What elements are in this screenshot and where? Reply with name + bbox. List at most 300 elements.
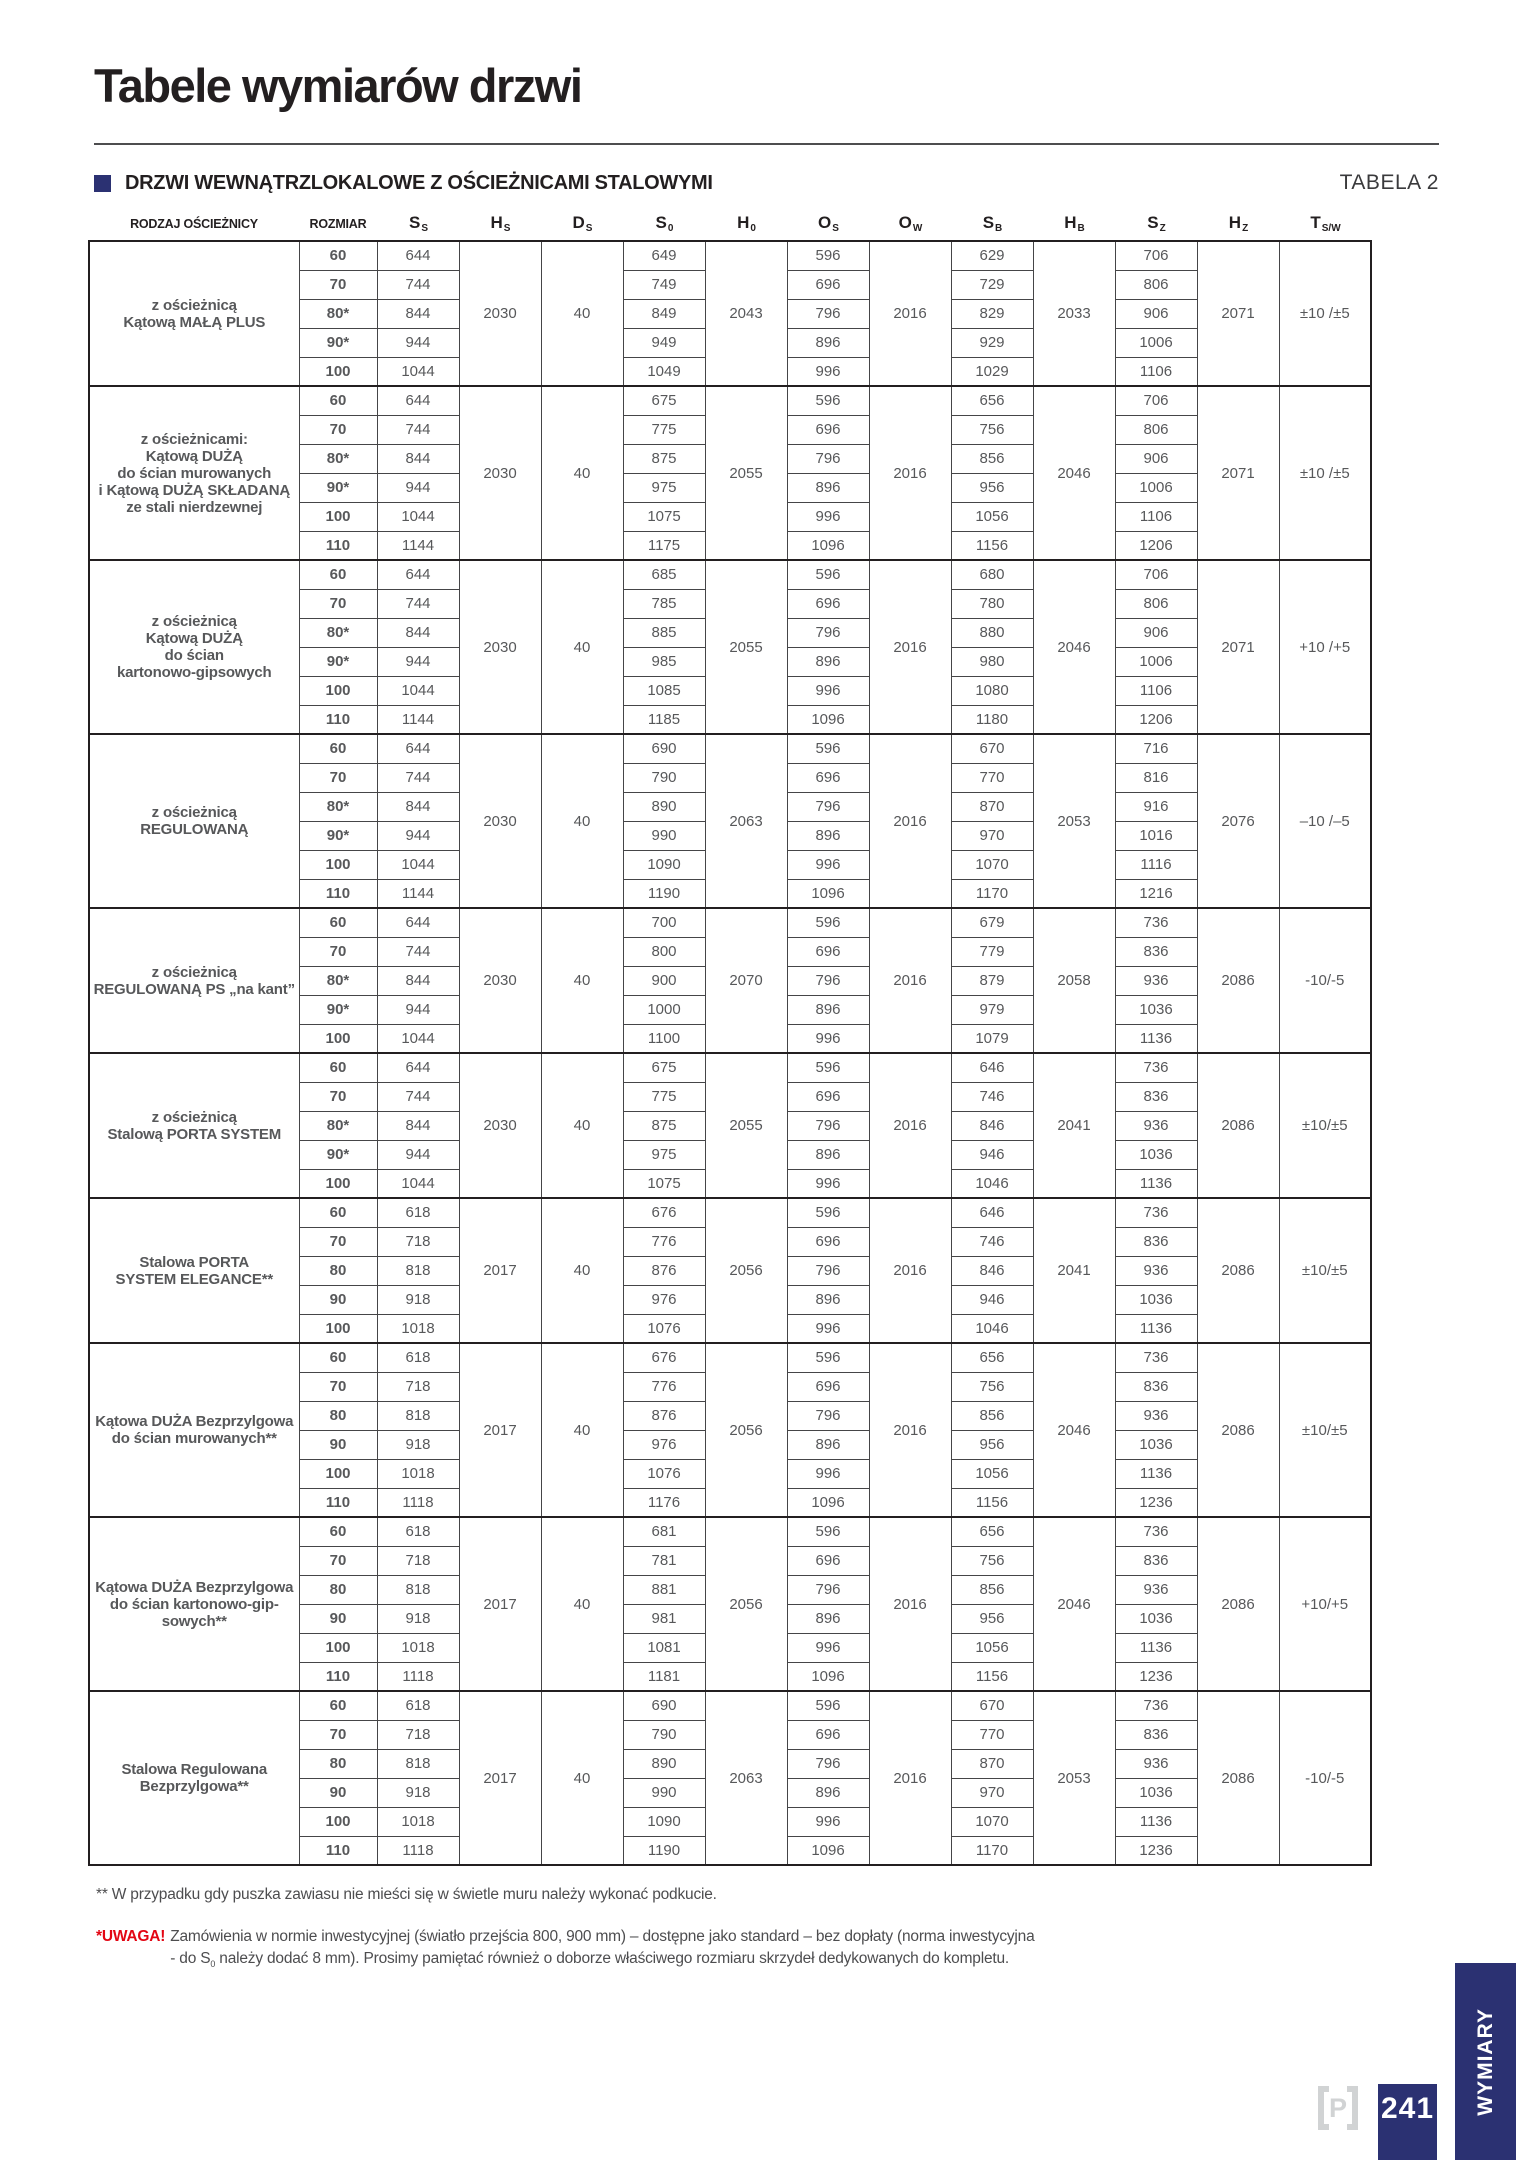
cell-tolerance: +10/+5 xyxy=(1279,1517,1371,1691)
column-header: SZ xyxy=(1147,213,1166,234)
cell-sz: 906 xyxy=(1115,444,1197,473)
cell-ss: 844 xyxy=(377,444,459,473)
cell-sb: 870 xyxy=(951,1749,1033,1778)
cell-os: 696 xyxy=(787,763,869,792)
cell-os: 696 xyxy=(787,1227,869,1256)
cell-os: 596 xyxy=(787,386,869,415)
cell-os: 1096 xyxy=(787,531,869,560)
cell-s0: 1176 xyxy=(623,1488,705,1517)
cell-s0: 981 xyxy=(623,1604,705,1633)
cell-sb: 770 xyxy=(951,1720,1033,1749)
cell-ss: 744 xyxy=(377,589,459,618)
cell-sz: 936 xyxy=(1115,1256,1197,1285)
cell-s0: 1075 xyxy=(623,1169,705,1198)
cell-os: 896 xyxy=(787,473,869,502)
cell-sz: 706 xyxy=(1115,241,1197,270)
cell-sb: 729 xyxy=(951,270,1033,299)
cell-size: 60 xyxy=(299,560,377,589)
cell-sb: 680 xyxy=(951,560,1033,589)
cell-size: 90 xyxy=(299,1778,377,1807)
cell-os: 896 xyxy=(787,1604,869,1633)
cell-sz: 716 xyxy=(1115,734,1197,763)
cell-sz: 1236 xyxy=(1115,1488,1197,1517)
cell-ss: 718 xyxy=(377,1720,459,1749)
cell-ow: 2016 xyxy=(869,386,951,560)
cell-ss: 1144 xyxy=(377,705,459,734)
cell-size: 70 xyxy=(299,589,377,618)
column-header: H0 xyxy=(737,213,756,234)
cell-sz: 1106 xyxy=(1115,357,1197,386)
cell-sz: 706 xyxy=(1115,560,1197,589)
cell-sb: 656 xyxy=(951,386,1033,415)
cell-s0: 675 xyxy=(623,1053,705,1082)
cell-sb: 946 xyxy=(951,1140,1033,1169)
cell-os: 896 xyxy=(787,647,869,676)
cell-size: 70 xyxy=(299,937,377,966)
cell-s0: 776 xyxy=(623,1227,705,1256)
cell-os: 696 xyxy=(787,1546,869,1575)
uwaga-label: *UWAGA! xyxy=(96,1928,166,1945)
cell-hz: 2086 xyxy=(1197,1517,1279,1691)
cell-sb: 746 xyxy=(951,1082,1033,1111)
cell-h0: 2055 xyxy=(705,560,787,734)
cell-os: 696 xyxy=(787,1372,869,1401)
cell-os: 596 xyxy=(787,1198,869,1227)
footnote-uwaga xyxy=(96,1926,1527,1975)
cell-os: 796 xyxy=(787,792,869,821)
cell-ss: 918 xyxy=(377,1604,459,1633)
cell-sz: 1116 xyxy=(1115,850,1197,879)
table-row xyxy=(89,1053,1371,1082)
cell-hz: 2086 xyxy=(1197,1343,1279,1517)
cell-sz: 1216 xyxy=(1115,879,1197,908)
cell-ss: 818 xyxy=(377,1401,459,1430)
cell-sz: 736 xyxy=(1115,1517,1197,1546)
cell-sb: 970 xyxy=(951,821,1033,850)
cell-size: 80 xyxy=(299,1749,377,1778)
cell-size: 90 xyxy=(299,1285,377,1314)
cell-ds: 40 xyxy=(541,386,623,560)
cell-hb: 2046 xyxy=(1033,560,1115,734)
cell-ds: 40 xyxy=(541,560,623,734)
cell-os: 796 xyxy=(787,1111,869,1140)
cell-hb: 2053 xyxy=(1033,734,1115,908)
cell-size: 80 xyxy=(299,1401,377,1430)
cell-hs: 2030 xyxy=(459,1053,541,1198)
cell-ss: 1018 xyxy=(377,1807,459,1836)
cell-tolerance: ±10 /±5 xyxy=(1279,241,1371,386)
cell-group-name: z ościeżnicą REGULOWANĄ xyxy=(89,734,299,908)
cell-os: 696 xyxy=(787,1082,869,1111)
cell-group-name: Stalowa PORTA SYSTEM ELEGANCE** xyxy=(89,1198,299,1343)
uwaga-line2-pre: - do S xyxy=(170,1950,211,1967)
cell-os: 596 xyxy=(787,1343,869,1372)
cell-s0: 975 xyxy=(623,1140,705,1169)
cell-s0: 885 xyxy=(623,618,705,647)
cell-hb: 2041 xyxy=(1033,1198,1115,1343)
cell-sz: 1206 xyxy=(1115,705,1197,734)
cell-size: 100 xyxy=(299,850,377,879)
cell-sz: 1136 xyxy=(1115,1314,1197,1343)
cell-size: 80* xyxy=(299,966,377,995)
cell-os: 1096 xyxy=(787,1662,869,1691)
table-row xyxy=(89,1691,1371,1720)
cell-hs: 2017 xyxy=(459,1343,541,1517)
cell-size: 90* xyxy=(299,821,377,850)
section-header xyxy=(94,171,1439,195)
cell-sb: 770 xyxy=(951,763,1033,792)
cell-os: 796 xyxy=(787,966,869,995)
cell-sb: 1056 xyxy=(951,1633,1033,1662)
cell-s0: 800 xyxy=(623,937,705,966)
cell-ss: 644 xyxy=(377,386,459,415)
cell-sb: 756 xyxy=(951,1372,1033,1401)
cell-os: 796 xyxy=(787,1401,869,1430)
sidebar-tab-label: WYMIARY xyxy=(1473,2007,1497,2116)
cell-size: 100 xyxy=(299,676,377,705)
cell-ds: 40 xyxy=(541,1691,623,1865)
cell-sb: 646 xyxy=(951,1053,1033,1082)
cell-sz: 836 xyxy=(1115,1546,1197,1575)
cell-s0: 875 xyxy=(623,444,705,473)
cell-os: 796 xyxy=(787,1256,869,1285)
table-row xyxy=(89,1198,1371,1227)
cell-ss: 618 xyxy=(377,1343,459,1372)
cell-os: 796 xyxy=(787,1575,869,1604)
cell-os: 996 xyxy=(787,1633,869,1662)
cell-sb: 1056 xyxy=(951,1459,1033,1488)
cell-s0: 685 xyxy=(623,560,705,589)
cell-os: 996 xyxy=(787,1169,869,1198)
cell-size: 100 xyxy=(299,1169,377,1198)
cell-sb: 1070 xyxy=(951,850,1033,879)
column-header: HS xyxy=(490,213,511,234)
cell-size: 60 xyxy=(299,241,377,270)
cell-size: 70 xyxy=(299,1082,377,1111)
cell-sb: 946 xyxy=(951,1285,1033,1314)
cell-sb: 829 xyxy=(951,299,1033,328)
cell-size: 80* xyxy=(299,792,377,821)
cell-sb: 856 xyxy=(951,444,1033,473)
cell-s0: 1085 xyxy=(623,676,705,705)
cell-os: 596 xyxy=(787,1517,869,1546)
cell-s0: 890 xyxy=(623,1749,705,1778)
cell-ds: 40 xyxy=(541,908,623,1053)
cell-os: 596 xyxy=(787,908,869,937)
cell-s0: 1081 xyxy=(623,1633,705,1662)
cell-ss: 718 xyxy=(377,1546,459,1575)
cell-sz: 736 xyxy=(1115,908,1197,937)
cell-s0: 990 xyxy=(623,821,705,850)
cell-os: 796 xyxy=(787,1749,869,1778)
table-group xyxy=(89,1691,1371,1865)
table-wrapper xyxy=(88,213,1527,1866)
cell-ss: 618 xyxy=(377,1198,459,1227)
cell-ss: 818 xyxy=(377,1256,459,1285)
cell-ss: 1118 xyxy=(377,1662,459,1691)
cell-s0: 676 xyxy=(623,1343,705,1372)
cell-ow: 2016 xyxy=(869,1691,951,1865)
cell-s0: 790 xyxy=(623,763,705,792)
cell-ss: 1118 xyxy=(377,1488,459,1517)
cell-sb: 856 xyxy=(951,1575,1033,1604)
cell-size: 110 xyxy=(299,1662,377,1691)
cell-h0: 2063 xyxy=(705,1691,787,1865)
cell-hs: 2030 xyxy=(459,386,541,560)
cell-sz: 936 xyxy=(1115,1401,1197,1430)
cell-sz: 1036 xyxy=(1115,1140,1197,1169)
cell-size: 60 xyxy=(299,734,377,763)
cell-h0: 2056 xyxy=(705,1198,787,1343)
cell-s0: 1181 xyxy=(623,1662,705,1691)
cell-hb: 2053 xyxy=(1033,1691,1115,1865)
cell-s0: 1100 xyxy=(623,1024,705,1053)
cell-group-name: Stalowa Regulowana Bezprzylgowa** xyxy=(89,1691,299,1865)
cell-h0: 2056 xyxy=(705,1517,787,1691)
cell-s0: 700 xyxy=(623,908,705,937)
cell-size: 110 xyxy=(299,1488,377,1517)
cell-s0: 775 xyxy=(623,415,705,444)
cell-sz: 1236 xyxy=(1115,1836,1197,1865)
cell-s0: 775 xyxy=(623,1082,705,1111)
sidebar-tab-wymiary xyxy=(1455,1963,1516,2160)
cell-size: 100 xyxy=(299,1807,377,1836)
cell-os: 596 xyxy=(787,1053,869,1082)
cell-tolerance: -10/-5 xyxy=(1279,908,1371,1053)
cell-os: 696 xyxy=(787,937,869,966)
cell-ow: 2016 xyxy=(869,1198,951,1343)
cell-hz: 2086 xyxy=(1197,1198,1279,1343)
column-header: S0 xyxy=(655,213,674,234)
cell-h0: 2043 xyxy=(705,241,787,386)
cell-hz: 2086 xyxy=(1197,908,1279,1053)
cell-size: 100 xyxy=(299,1633,377,1662)
cell-sb: 929 xyxy=(951,328,1033,357)
cell-os: 696 xyxy=(787,1720,869,1749)
cell-ss: 644 xyxy=(377,734,459,763)
cell-group-name: z ościeżnicą Kątową DUŻĄ do ścian kartonowo-gipsowych xyxy=(89,560,299,734)
cell-os: 796 xyxy=(787,299,869,328)
column-header: HZ xyxy=(1228,213,1249,234)
cell-sb: 980 xyxy=(951,647,1033,676)
cell-ss: 844 xyxy=(377,1111,459,1140)
cell-s0: 985 xyxy=(623,647,705,676)
cell-ss: 944 xyxy=(377,647,459,676)
cell-ss: 844 xyxy=(377,618,459,647)
table-row xyxy=(89,241,1371,270)
cell-sb: 679 xyxy=(951,908,1033,937)
cell-sz: 806 xyxy=(1115,589,1197,618)
cell-ow: 2016 xyxy=(869,908,951,1053)
uwaga-line2-post: należy dodać 8 mm). Prosimy pamiętać również o doborze właściwego rozmiaru skrzydeł dedykowanych do kompletu. xyxy=(215,1950,1010,1967)
cell-ss: 944 xyxy=(377,328,459,357)
cell-sz: 1106 xyxy=(1115,676,1197,705)
dimensions-table xyxy=(88,213,1372,1866)
cell-ow: 2016 xyxy=(869,1053,951,1198)
uwaga-text xyxy=(170,1926,1034,1975)
cell-s0: 1190 xyxy=(623,879,705,908)
section-title: DRZWI WEWNĄTRZLOKALOWE Z OŚCIEŻNICAMI STALOWYMI xyxy=(125,171,713,194)
cell-sb: 1029 xyxy=(951,357,1033,386)
cell-ss: 744 xyxy=(377,937,459,966)
cell-os: 696 xyxy=(787,270,869,299)
cell-sz: 736 xyxy=(1115,1691,1197,1720)
cell-size: 60 xyxy=(299,1343,377,1372)
cell-sb: 646 xyxy=(951,1198,1033,1227)
table-header-row xyxy=(89,213,1371,241)
cell-size: 80* xyxy=(299,444,377,473)
cell-os: 596 xyxy=(787,1691,869,1720)
cell-s0: 1090 xyxy=(623,850,705,879)
cell-sz: 806 xyxy=(1115,270,1197,299)
table-row xyxy=(89,734,1371,763)
cell-os: 896 xyxy=(787,995,869,1024)
cell-hb: 2046 xyxy=(1033,1517,1115,1691)
cell-sz: 906 xyxy=(1115,299,1197,328)
cell-s0: 976 xyxy=(623,1285,705,1314)
cell-s0: 949 xyxy=(623,328,705,357)
cell-h0: 2056 xyxy=(705,1343,787,1517)
cell-sz: 1206 xyxy=(1115,531,1197,560)
brand-logo-icon xyxy=(1318,2086,1358,2130)
cell-sz: 1136 xyxy=(1115,1807,1197,1836)
cell-sz: 936 xyxy=(1115,1575,1197,1604)
cell-s0: 790 xyxy=(623,1720,705,1749)
cell-sb: 1170 xyxy=(951,1836,1033,1865)
column-header: HB xyxy=(1064,213,1085,234)
cell-tolerance: ±10 /±5 xyxy=(1279,386,1371,560)
cell-s0: 681 xyxy=(623,1517,705,1546)
cell-sz: 1036 xyxy=(1115,1430,1197,1459)
cell-hz: 2076 xyxy=(1197,734,1279,908)
cell-size: 70 xyxy=(299,1227,377,1256)
table-row xyxy=(89,386,1371,415)
cell-os: 996 xyxy=(787,1314,869,1343)
cell-sb: 846 xyxy=(951,1111,1033,1140)
cell-sb: 1156 xyxy=(951,1488,1033,1517)
cell-hz: 2086 xyxy=(1197,1053,1279,1198)
column-header: SB xyxy=(982,213,1003,234)
cell-sz: 1006 xyxy=(1115,473,1197,502)
uwaga-line1: Zamówienia w normie inwestycyjnej (światło przejścia 800, 900 mm) – dostępne jako standard – bez dopłaty (norma inwestycyjna xyxy=(170,1928,1035,1945)
cell-sb: 1046 xyxy=(951,1314,1033,1343)
cell-ss: 618 xyxy=(377,1691,459,1720)
cell-os: 996 xyxy=(787,1024,869,1053)
cell-ss: 918 xyxy=(377,1285,459,1314)
cell-ss: 644 xyxy=(377,908,459,937)
cell-sb: 1180 xyxy=(951,705,1033,734)
cell-s0: 676 xyxy=(623,1198,705,1227)
cell-ss: 844 xyxy=(377,966,459,995)
cell-sb: 979 xyxy=(951,995,1033,1024)
cell-sb: 1079 xyxy=(951,1024,1033,1053)
cell-sb: 1156 xyxy=(951,1662,1033,1691)
column-header: RODZAJ OŚCIEŻNICY xyxy=(130,217,258,231)
table-row xyxy=(89,560,1371,589)
cell-size: 90* xyxy=(299,1140,377,1169)
cell-s0: 1075 xyxy=(623,502,705,531)
column-header: SS xyxy=(408,213,428,234)
cell-sz: 836 xyxy=(1115,1720,1197,1749)
cell-ss: 844 xyxy=(377,299,459,328)
cell-s0: 1049 xyxy=(623,357,705,386)
cell-s0: 990 xyxy=(623,1778,705,1807)
cell-size: 80* xyxy=(299,1111,377,1140)
cell-hs: 2017 xyxy=(459,1198,541,1343)
table-group xyxy=(89,1198,1371,1343)
cell-ss: 644 xyxy=(377,560,459,589)
cell-os: 796 xyxy=(787,618,869,647)
title-divider xyxy=(94,143,1439,145)
cell-s0: 675 xyxy=(623,386,705,415)
cell-ss: 1044 xyxy=(377,357,459,386)
cell-size: 90 xyxy=(299,1430,377,1459)
cell-s0: 849 xyxy=(623,299,705,328)
cell-sb: 856 xyxy=(951,1401,1033,1430)
cell-h0: 2070 xyxy=(705,908,787,1053)
cell-s0: 876 xyxy=(623,1401,705,1430)
cell-sb: 780 xyxy=(951,589,1033,618)
cell-group-name: z ościeżnicami: Kątową DUŻĄ do ścian murowanych i Kątową DUŻĄ SKŁADANĄ ze stali nierdzewnej xyxy=(89,386,299,560)
cell-os: 1096 xyxy=(787,879,869,908)
cell-sb: 670 xyxy=(951,734,1033,763)
section-bullet-icon xyxy=(94,175,111,192)
table-group xyxy=(89,734,1371,908)
cell-size: 90 xyxy=(299,1604,377,1633)
cell-size: 100 xyxy=(299,1459,377,1488)
cell-os: 996 xyxy=(787,357,869,386)
cell-os: 896 xyxy=(787,1285,869,1314)
cell-ss: 944 xyxy=(377,1140,459,1169)
cell-os: 596 xyxy=(787,560,869,589)
cell-sz: 906 xyxy=(1115,618,1197,647)
cell-os: 996 xyxy=(787,676,869,705)
cell-ss: 844 xyxy=(377,792,459,821)
cell-sb: 1046 xyxy=(951,1169,1033,1198)
cell-s0: 1076 xyxy=(623,1314,705,1343)
cell-sb: 1056 xyxy=(951,502,1033,531)
cell-sz: 836 xyxy=(1115,1082,1197,1111)
cell-size: 110 xyxy=(299,705,377,734)
cell-sz: 1136 xyxy=(1115,1633,1197,1662)
cell-hz: 2086 xyxy=(1197,1691,1279,1865)
table-group xyxy=(89,908,1371,1053)
cell-size: 60 xyxy=(299,1691,377,1720)
cell-sz: 1006 xyxy=(1115,328,1197,357)
cell-sz: 1136 xyxy=(1115,1459,1197,1488)
cell-sz: 1136 xyxy=(1115,1024,1197,1053)
cell-s0: 1000 xyxy=(623,995,705,1024)
cell-hs: 2017 xyxy=(459,1691,541,1865)
table-group xyxy=(89,241,1371,386)
cell-ds: 40 xyxy=(541,1343,623,1517)
cell-size: 60 xyxy=(299,386,377,415)
cell-hz: 2071 xyxy=(1197,560,1279,734)
cell-ss: 944 xyxy=(377,473,459,502)
cell-size: 70 xyxy=(299,1372,377,1401)
cell-sz: 1016 xyxy=(1115,821,1197,850)
cell-size: 90* xyxy=(299,995,377,1024)
cell-sb: 629 xyxy=(951,241,1033,270)
cell-sb: 1080 xyxy=(951,676,1033,705)
cell-ss: 744 xyxy=(377,415,459,444)
cell-ss: 718 xyxy=(377,1372,459,1401)
cell-sz: 736 xyxy=(1115,1198,1197,1227)
cell-hz: 2071 xyxy=(1197,241,1279,386)
cell-s0: 776 xyxy=(623,1372,705,1401)
cell-os: 596 xyxy=(787,241,869,270)
cell-tolerance: -10/-5 xyxy=(1279,1691,1371,1865)
